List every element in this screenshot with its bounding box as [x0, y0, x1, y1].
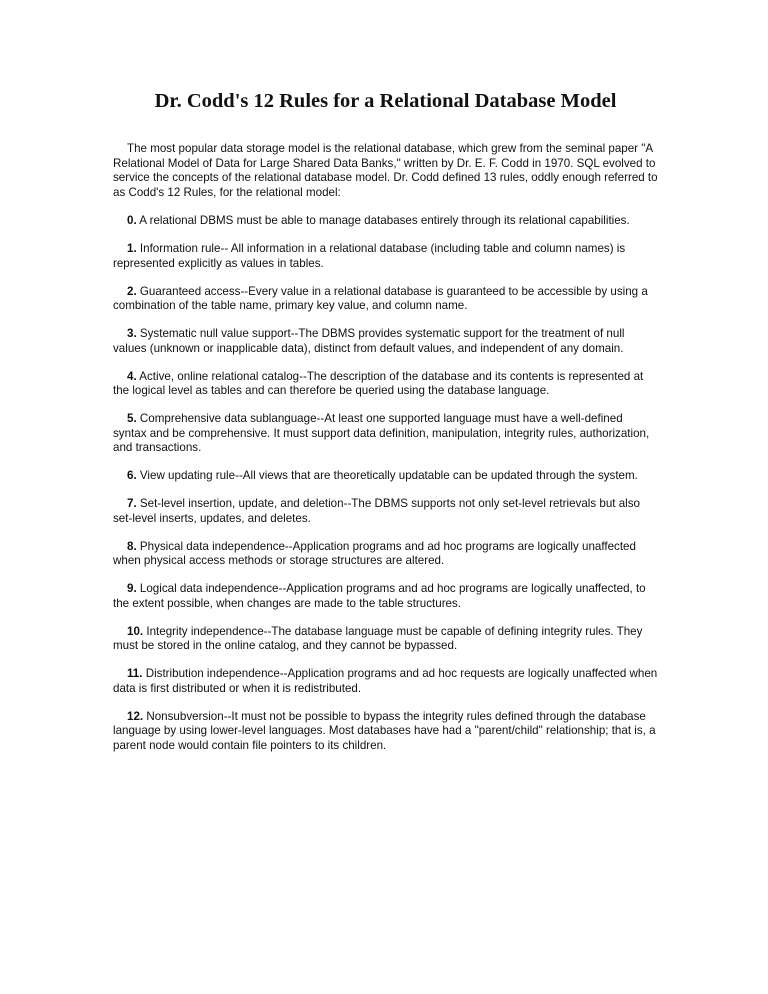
rule-number: 9. — [127, 582, 137, 595]
rule-text: Logical data independence--Application programs and ad hoc programs are logically unaffected, to the extent possible, when changes are made to the table structures. — [113, 582, 646, 610]
rule-item — [113, 582, 658, 611]
rule-item — [113, 412, 658, 456]
rule-number: 4. — [127, 369, 137, 383]
rule-text: Nonsubversion--It must not be possible to bypass the integrity rules defined through the database language by using lower-level languages. Most databases have had a "parent/child" relationship; that is, a parent node would contain file pointers to its children. — [113, 709, 656, 752]
rule-item — [113, 625, 658, 654]
rule-text: Active, online relational catalog--The description of the database and its contents is represented at the logical level as tables and can therefore be queried using the database language. — [113, 369, 644, 397]
rule-text: Systematic null value support--The DBMS provides systematic support for the treatment of null values (unknown or inapplicable data), distinct from default values, and independent of any domain. — [113, 327, 625, 355]
rule-number: 0. — [127, 214, 137, 227]
rule-item — [113, 667, 658, 696]
rule-text: Set-level insertion, update, and deletion--The DBMS supports not only set-level retrievals but also set-level inserts, updates, and deletes. — [113, 497, 640, 525]
rule-item — [113, 540, 658, 569]
rule-number: 10. — [127, 624, 144, 638]
rule-number: 3. — [127, 327, 137, 340]
rule-item — [113, 242, 658, 271]
rule-item — [113, 285, 658, 314]
document-title: Dr. Codd's 12 Rules for a Relational Database Model — [154, 90, 617, 112]
rule-number: 6. — [127, 469, 137, 482]
rule-text: Guaranteed access--Every value in a relational database is guaranteed to be accessible by using a combination of the table name, primary key value, and column name. — [113, 284, 648, 312]
rule-item — [113, 497, 658, 526]
document-page — [113, 88, 658, 767]
rule-number: 7. — [127, 497, 137, 510]
intro-paragraph: The most popular data storage model is the relational database, which grew from the seminal paper "A Relational Model of Data for Large Shared Data Banks," written by Dr. E. F. Codd in 1970. SQL evolved to service the concepts of the relational database model. Dr. Codd defined 13 rules, oddly enough referred to as Codd's 12 Rules, for the relational model: — [113, 142, 658, 199]
rule-number: 11. — [127, 667, 143, 680]
rule-text: Physical data independence--Application programs and ad hoc programs are logically unaffected when physical access methods or storage structures are altered. — [113, 539, 636, 567]
rule-number: 1. — [127, 242, 137, 255]
rule-number: 8. — [127, 539, 137, 553]
rule-item — [113, 214, 658, 229]
rule-number: 5. — [127, 412, 137, 425]
rule-number: 12. — [127, 709, 144, 723]
rule-item — [113, 327, 658, 356]
rule-item — [113, 710, 658, 754]
rule-text: View updating rule--All views that are theoretically updatable can be updated through the system. — [139, 469, 638, 482]
rule-item — [113, 370, 658, 399]
rule-text: Distribution independence--Application programs and ad hoc requests are logically unaffected when data is first distributed or when it is redistributed. — [113, 667, 658, 695]
rule-text: Comprehensive data sublanguage--At least one supported language must have a well-defined syntax and be comprehensive. It must support data definition, manipulation, integrity rules, authorization, and transactions. — [113, 412, 650, 454]
rule-text: Information rule-- All information in a relational database (including table and column names) is represented explicitly as values in tables. — [113, 242, 626, 270]
rule-text: Integrity independence--The database language must be capable of defining integrity rules. They must be stored in the online catalog, and they cannot be bypassed. — [113, 624, 643, 652]
rule-item — [113, 469, 658, 484]
rule-number: 2. — [127, 284, 137, 298]
rule-text: A relational DBMS must be able to manage databases entirely through its relational capabilities. — [139, 214, 630, 227]
